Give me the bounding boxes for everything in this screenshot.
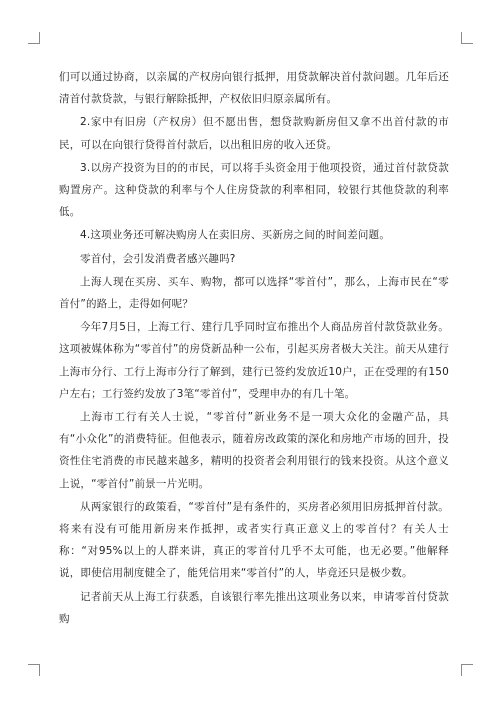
document-body — [59, 66, 449, 631]
paragraph: 今年7月5日，上海工行、建行几乎同时宣布推出个人商品房首付款贷款业务。这项被媒体称为“零首付”的房贷新品种一公布，引起买房者极大关注。前天从建行上海市分行、工行上海市分行了解到，建行已签约发放近10户，正在受理的有150户左右；工行签约发放了3笔“零首付”，受理申办的有几十笔。 — [59, 321, 449, 400]
crop-mark-bottom-right — [461, 664, 473, 676]
crop-mark-top-left — [28, 32, 40, 44]
paragraph: 上海人现在买房、买车、购物，都可以选择“零首付”，那么，上海市民在“零首付”的路上，走得如何呢？ — [59, 275, 449, 311]
paragraph: 上海市工行有关人士说，“零首付”新业务不是一项大众化的金融产品，具有“小众化”的消费特征。但他表示，随着房改政策的深化和房地产市场的回升，投资性住宅消费的市民越来越多，精明的投资者会利用银行的钱来投资。从这个意义上说，“零首付”前景一片光明。 — [59, 411, 449, 490]
crop-mark-bottom-left — [28, 664, 40, 676]
paragraph: 2.家中有旧房（产权房）但不愿出售，想贷款购新房但又拿不出首付款的市民，可以在向银行贷得首付款后，以出租旧房的收入还贷。 — [59, 116, 449, 151]
paragraph: 记者前天从上海工行获悉，自该银行率先推出这项业务以来，申请零首付贷款购 — [59, 590, 449, 625]
crop-mark-top-right — [461, 32, 473, 44]
paragraph: 从两家银行的政策看，“零首付”是有条件的，买房者必须用旧房抵押首付款。将来有没有可能用新房来作抵押，或者实行真正意义上的零首付？有关人士称：“对95%以上的人群来讲，真正的零首付几乎不太可能，也无必要。”他解释说，即使信用制度健全了，能凭信用来“零首付”的人，毕竟还只是极少数。 — [59, 500, 449, 580]
paragraph: 3.以房产投资为目的的市民，可以将手头资金用于他项投资，通过首付款贷款购置房产。这种贷款的利率与个人住房贷款的利率相同，较银行其他贷款的利率低。 — [59, 161, 449, 219]
paragraph: 们可以通过协商，以亲属的产权房向银行抵押，用贷款解决首付款问题。几年后还清首付款贷款，与银行解除抵押，产权依旧归原亲属所有。 — [59, 71, 449, 106]
paragraph: 4.这项业务还可解决购房人在卖旧房、买新房之间的时间差问题。 — [80, 229, 391, 242]
paragraph: 零首付，会引发消费者感兴趣吗? — [80, 252, 236, 265]
